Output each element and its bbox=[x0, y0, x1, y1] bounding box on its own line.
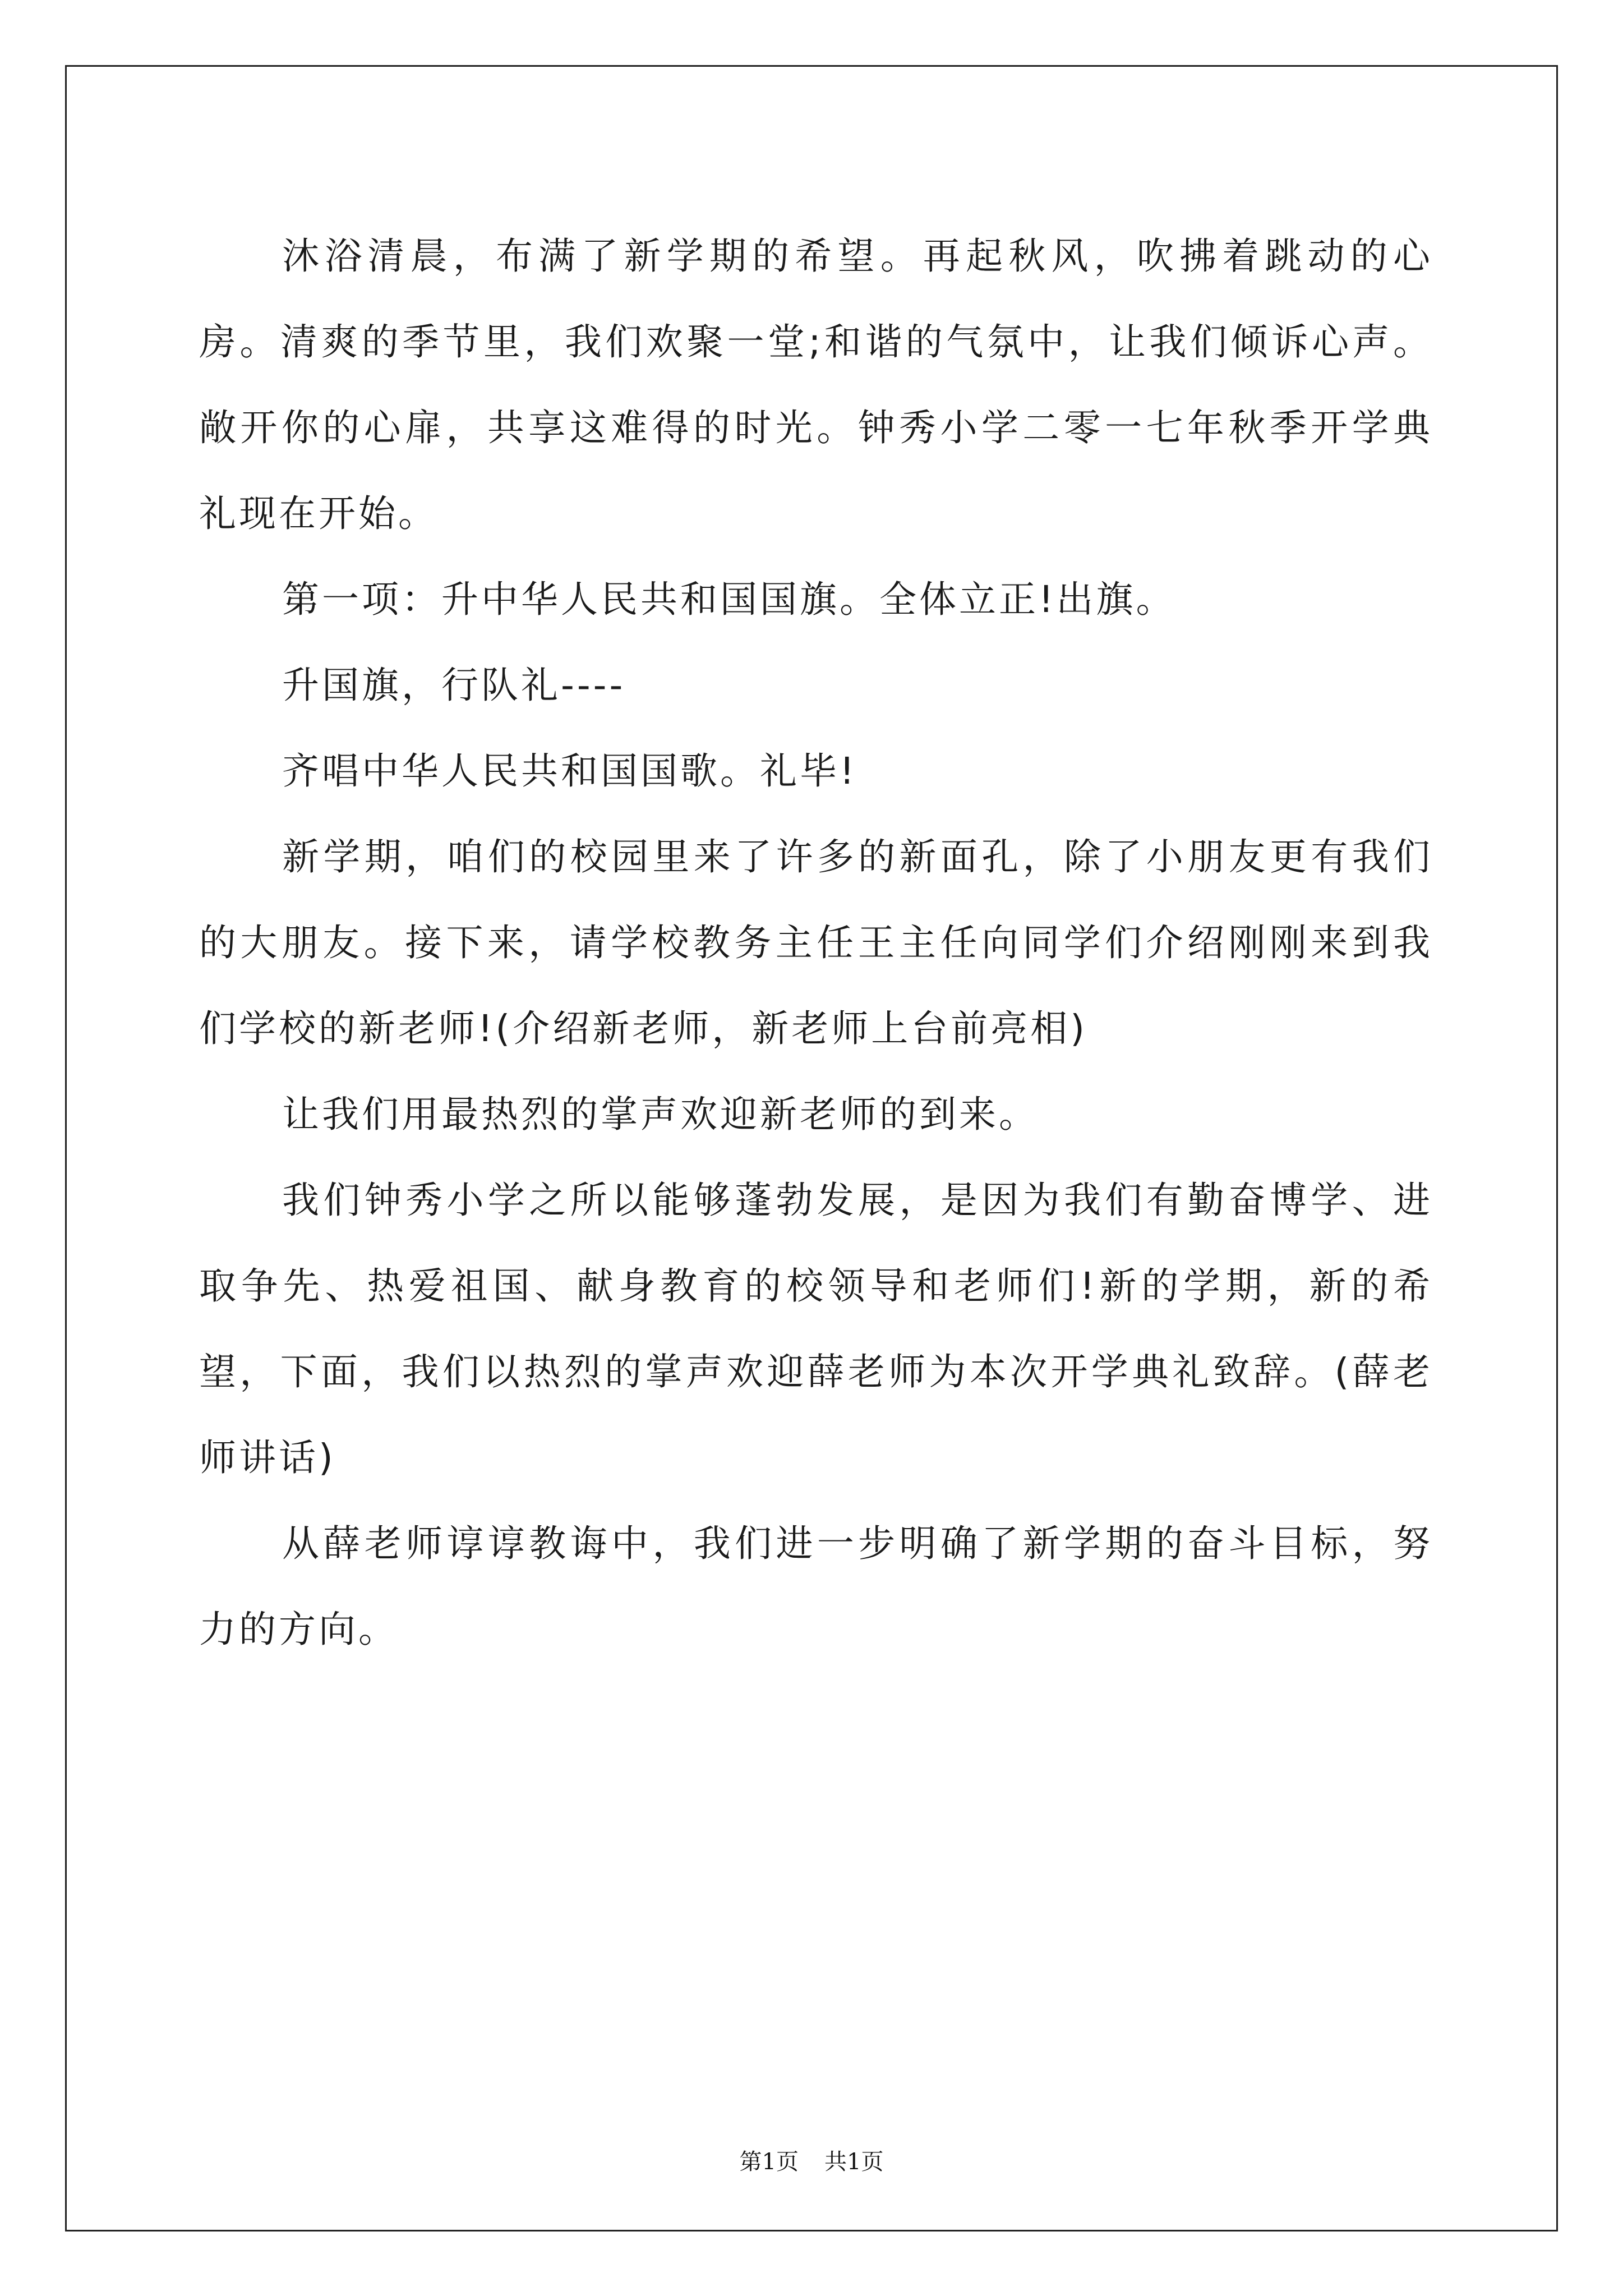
paragraph-anthem: 齐唱中华人民共和国国歌。礼毕! bbox=[282, 749, 857, 793]
document-body bbox=[199, 213, 1433, 1672]
page-footer bbox=[0, 2148, 1623, 2175]
paragraph-speech-intro: 我们钟秀小学之所以能够蓬勃发展，是因为我们有勤奋博学、进取争先、热爱祖国、献身教育的校领导和老师们!新的学期，新的希望，下面，我们以热烈的掌声欢迎薛老师为本次开学典礼致辞。(薛老师讲话) bbox=[199, 1179, 1433, 1479]
paragraph-item-one: 第一项：升中华人民共和国国旗。全体立正!出旗。 bbox=[282, 578, 1176, 621]
paragraph-new-teachers: 新学期，咱们的校园里来了许多的新面孔，除了小朋友更有我们的大朋友。接下来，请学校教务主任王主任向同学们介绍刚刚来到我们学校的新老师!(介绍新老师，新老师上台前亮相) bbox=[199, 835, 1433, 1050]
paragraph-closing: 从薛老师谆谆教诲中，我们进一步明确了新学期的奋斗目标，努力的方向。 bbox=[199, 1522, 1433, 1651]
page-number: 第1页 bbox=[739, 2149, 799, 2175]
paragraph-flag-raising: 升国旗，行队礼---- bbox=[282, 664, 626, 707]
page-count: 共1页 bbox=[824, 2149, 884, 2175]
paragraph-opening: 沐浴清晨，布满了新学期的希望。再起秋风，吹拂着跳动的心房。清爽的季节里，我们欢聚一堂;和谐的气氛中，让我们倾诉心声。敞开你的心扉，共享这难得的时光。钟秀小学二零一七年秋季开学典礼现在开始。 bbox=[199, 234, 1433, 535]
paragraph-welcome: 让我们用最热烈的掌声欢迎新老师的到来。 bbox=[282, 1093, 1039, 1136]
